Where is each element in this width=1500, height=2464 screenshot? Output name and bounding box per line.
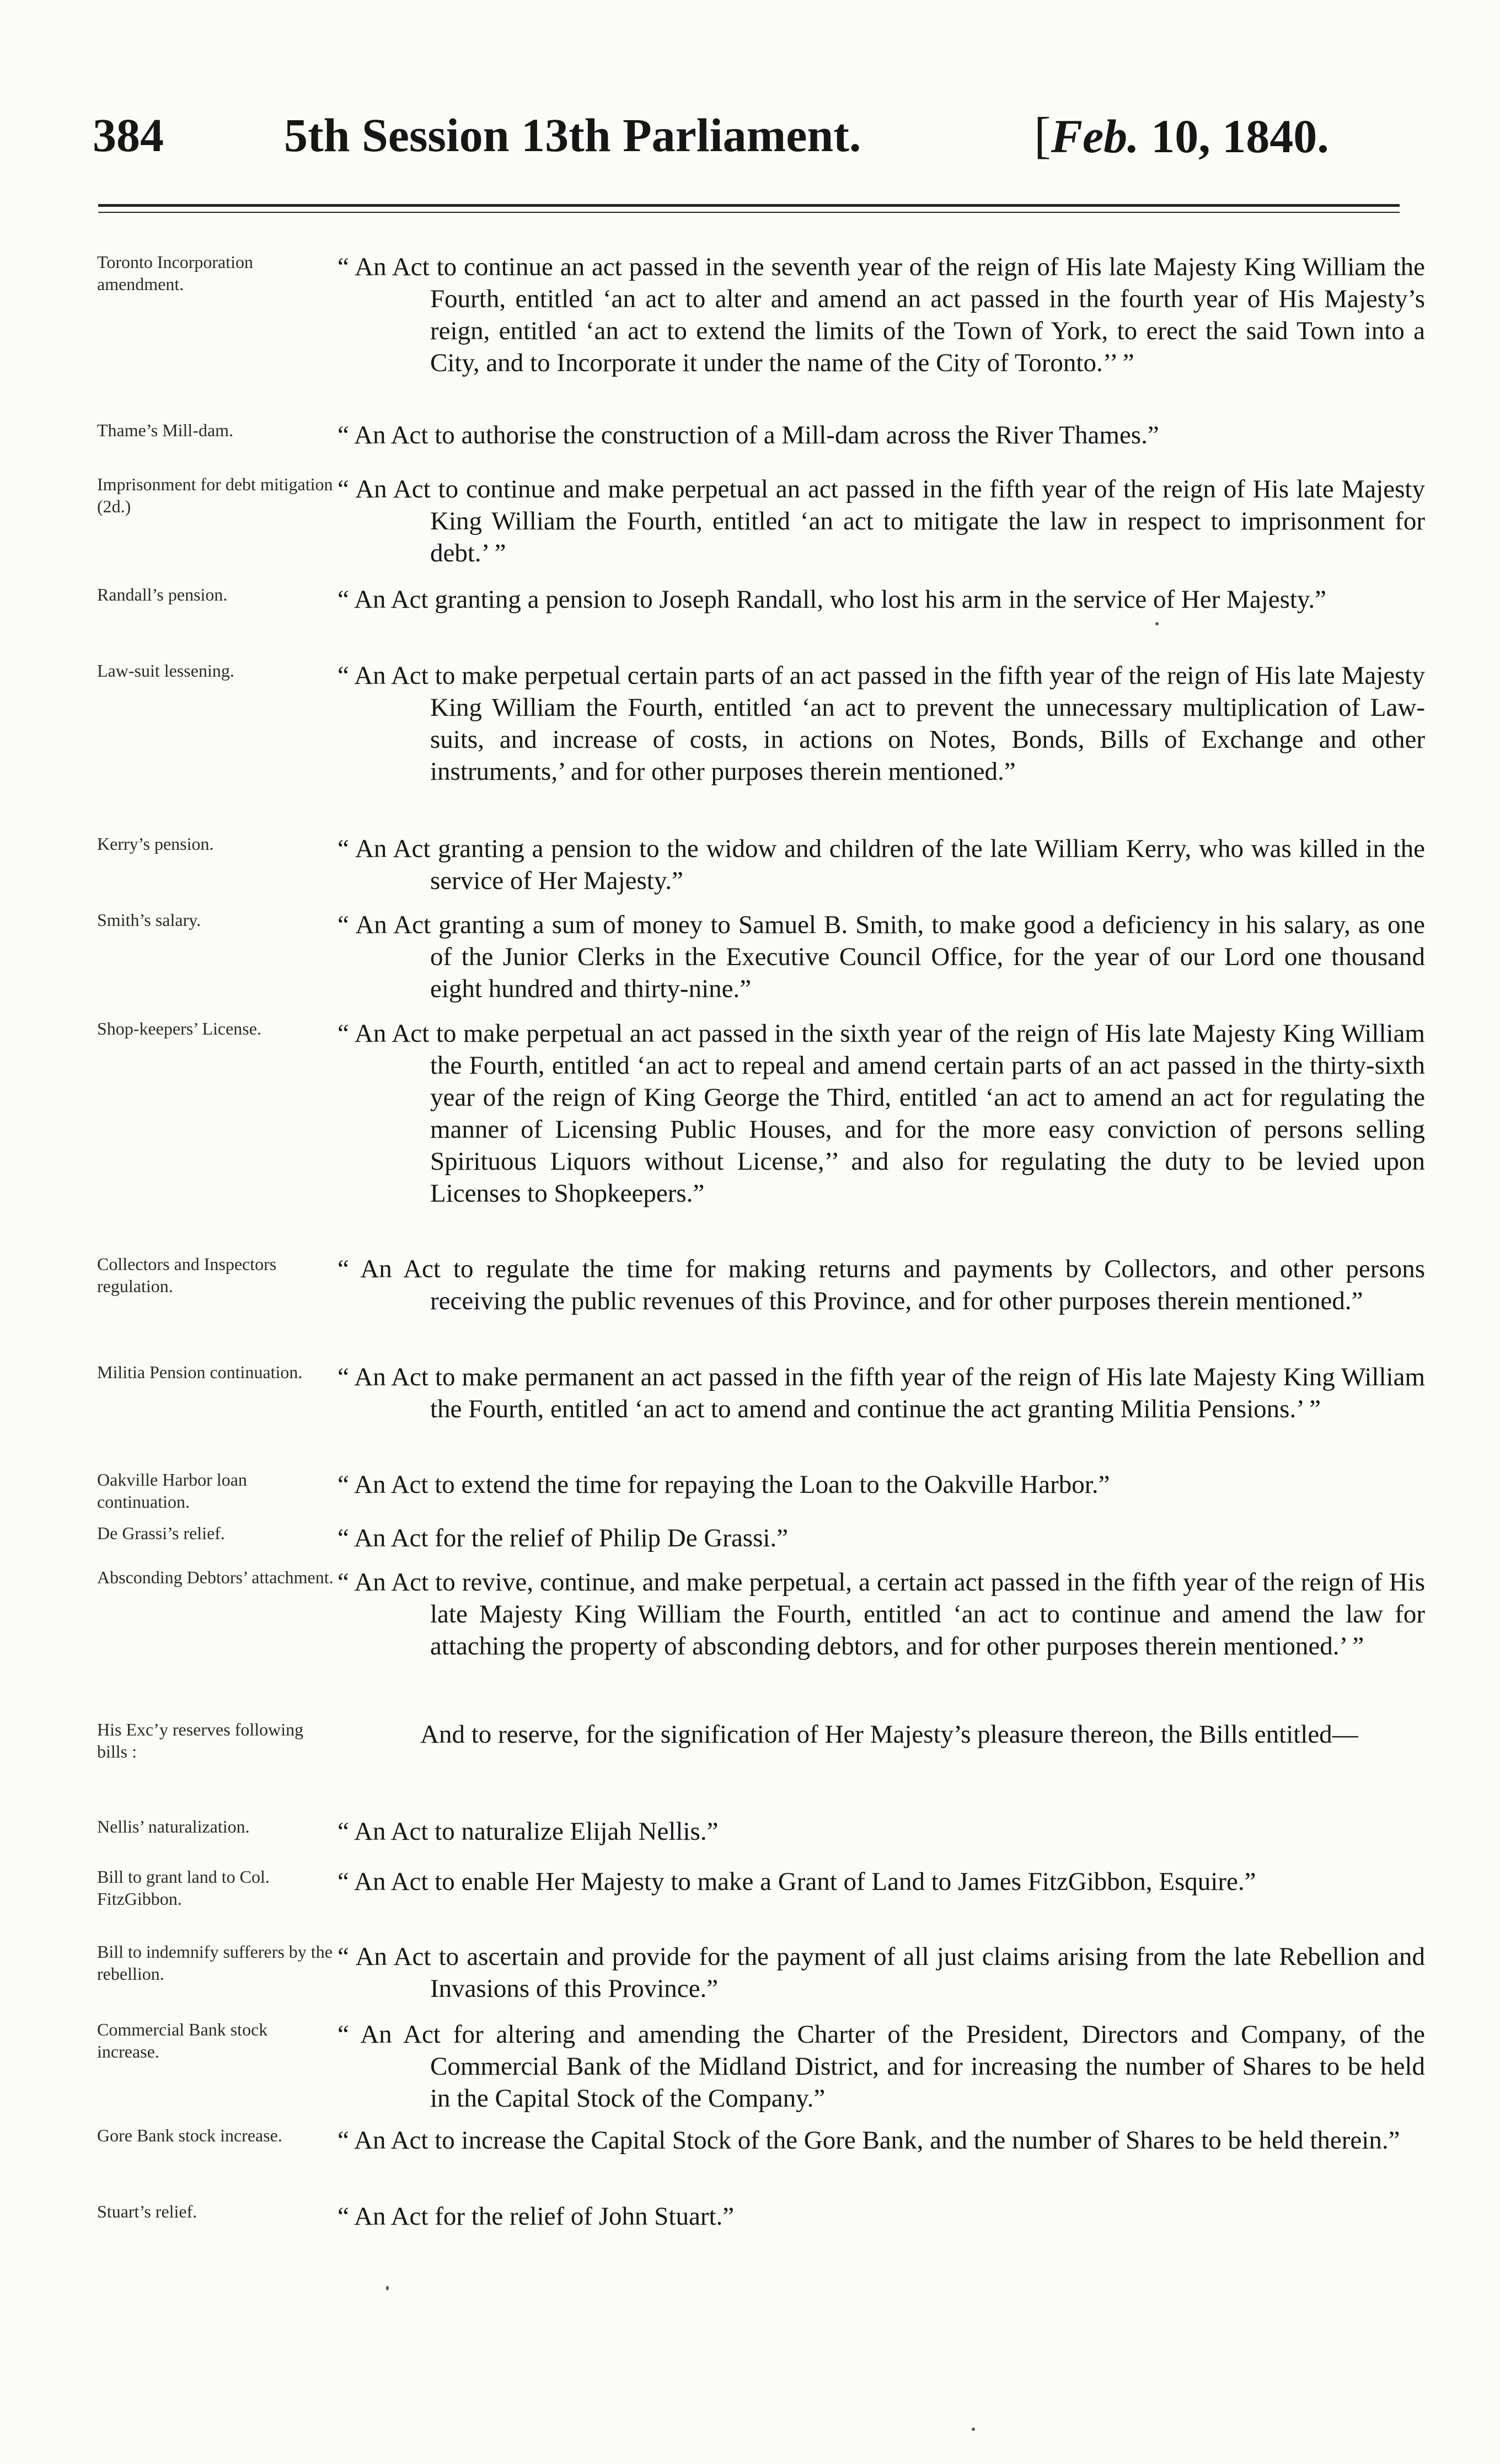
margin-note: Oakville Harbor loan continuation. [97, 1470, 247, 1512]
act-text: “ An Act to revive, continue, and make perpetual, a certain act passed in the fifth year of the reign of His late Majesty King William the Fourth, entitled ‘an act to continue and amend the law for attaching the property of absconding debtors, and for other purposes therein mentioned.’ ” [338, 1568, 1425, 1660]
act-text: “ An Act to naturalize Elijah Nellis.” [338, 1817, 719, 1846]
act-text: “ An Act granting a pension to the widow and children of the late William Kerry, who was killed in the service of Her Majesty.” [338, 834, 1425, 895]
margin-note: Law-suit lessening. [97, 661, 234, 681]
margin-note: Bill to grant land to Col. FitzGibbon. [97, 1867, 270, 1909]
margin-note: Gore Bank stock increase. [97, 2125, 282, 2145]
act-text: “ An Act to ascertain and provide for the payment of all just claims arising from the late Rebellion and Invasions of this Province.” [338, 1942, 1425, 2003]
margin-note: Toronto Incorporation amendment. [97, 252, 254, 294]
margin-note: Stuart’s relief. [97, 2201, 197, 2221]
margin-note: His Exc’y reserves following bills : [97, 1720, 304, 1761]
margin-note: Shop-keepers’ License. [97, 1019, 261, 1038]
act-text: “ An Act for the relief of John Stuart.” [338, 2202, 735, 2231]
act-text: “ An Act to continue an act passed in the seventh year of the reign of His late Majesty King William the Fourth, entitled ‘an act to alter and amend an act passed in the fourth year of His Majesty’s reign, entitled ‘an act to extend the limits of the Town of York, to erect the said Town into a City, and to Incorporate it under the name of the City of Toronto.’’ ” [338, 253, 1425, 377]
margin-note: Nellis’ naturalization. [97, 1817, 250, 1836]
act-text: “ An Act to enable Her Majesty to make a Grant of Land to James FitzGibbon, Esquire.” [338, 1867, 1256, 1896]
act-text: “ An Act to continue and make perpetual an act passed in the fifth year of the reign of His late Majesty King William the Fourth, entitled ‘an act to mitigate the law in respect to imprisonment for debt.’ ” [338, 475, 1425, 567]
margin-note: Commercial Bank stock increase. [97, 2020, 268, 2061]
margin-note: Thame’s Mill-dam. [97, 420, 234, 440]
act-text: “ An Act to make perpetual an act passed in the sixth year of the reign of His late Majesty King William the Fourth, entitled ‘an act to repeal and amend certain parts of an act passed in the thirty-sixth year of the reign of King George the Third, entitled ‘an act to amend an act for regulating the manner of Licensing Public Houses, and for the more easy conviction of persons selling Spirituous Liquors without License,’’ and also for regulating the duty to be levied upon Licenses to Shopkeepers.” [338, 1019, 1425, 1208]
act-text: “ An Act to authorise the construction of a Mill-dam across the River Thames.” [338, 421, 1159, 449]
margin-note: Smith’s salary. [97, 910, 201, 930]
act-text: “ An Act to make perpetual certain parts of an act passed in the fifth year of the reign of His late Majesty King William the Fourth, entitled ‘an act to prevent the unnecessary multiplication of Law-suits, and increase of costs, in actions on Notes, Bonds, Bills of Exchange and other instruments,’ and for other purposes therein mentioned.” [338, 661, 1425, 786]
margin-note: Militia Pension continuation. [97, 1362, 303, 1382]
act-text: “ An Act for the relief of Philip De Grassi.” [338, 1524, 789, 1552]
margin-note: Imprisonment for debt mitigation (2d.) [97, 474, 333, 516]
act-text: “ An Act granting a pension to Joseph Randall, who lost his arm in the service of Her Majesty.” [338, 585, 1327, 614]
act-text: “ An Act to regulate the time for making returns and payments by Collectors, and other persons receiving the public revenues of this Province, and for other purposes therein mentioned.” [338, 1255, 1425, 1315]
running-title: 5th Session 13th Parliament. [284, 109, 861, 162]
date-month: Feb. [1051, 110, 1139, 163]
ink-speck [1155, 622, 1159, 625]
date-day-year: 10, 1840. [1139, 110, 1329, 163]
margin-note: Randall’s pension. [97, 585, 228, 604]
page-number: 384 [93, 109, 164, 162]
act-text: “ An Act granting a sum of money to Samuel B. Smith, to make good a deficiency in his salary, as one of the Junior Clerks in the Executive Council Office, for the year of our Lord one thousand eight hundred and thirty-nine.” [338, 910, 1425, 1003]
ink-speck [386, 2286, 389, 2290]
act-text: “ An Act to make permanent an act passed in the fifth year of the reign of His late Majesty King William the Fourth, entitled ‘an act to amend and continue the act granting Militia Pensions.’ ” [338, 1363, 1425, 1423]
reservation-text: And to reserve, for the signification of Her Majesty’s pleasure thereon, the Bills entitled— [420, 1720, 1358, 1749]
margin-note: Collectors and Inspectors regulation. [97, 1254, 277, 1296]
ink-speck [972, 2428, 975, 2431]
date-bracket: [ [1034, 107, 1051, 163]
margin-note: De Grassi’s relief. [97, 1523, 225, 1543]
act-text: “ An Act to extend the time for repaying the Loan to the Oakville Harbor.” [338, 1470, 1110, 1499]
act-text: “ An Act for altering and amending the Charter of the President, Directors and Company, of the Commercial Bank of the Midland District, and for increasing the number of Shares to be held in the Capital Stock of the Company.” [338, 2020, 1425, 2113]
margin-note: Bill to indemnify sufferers by the rebellion. [97, 1942, 333, 1984]
act-text: “ An Act to increase the Capital Stock of the Gore Bank, and the number of Shares to be held therein.” [338, 2126, 1400, 2155]
margin-note: Kerry’s pension. [97, 834, 214, 854]
margin-note: Absconding Debtors’ attachment. [97, 1567, 334, 1587]
